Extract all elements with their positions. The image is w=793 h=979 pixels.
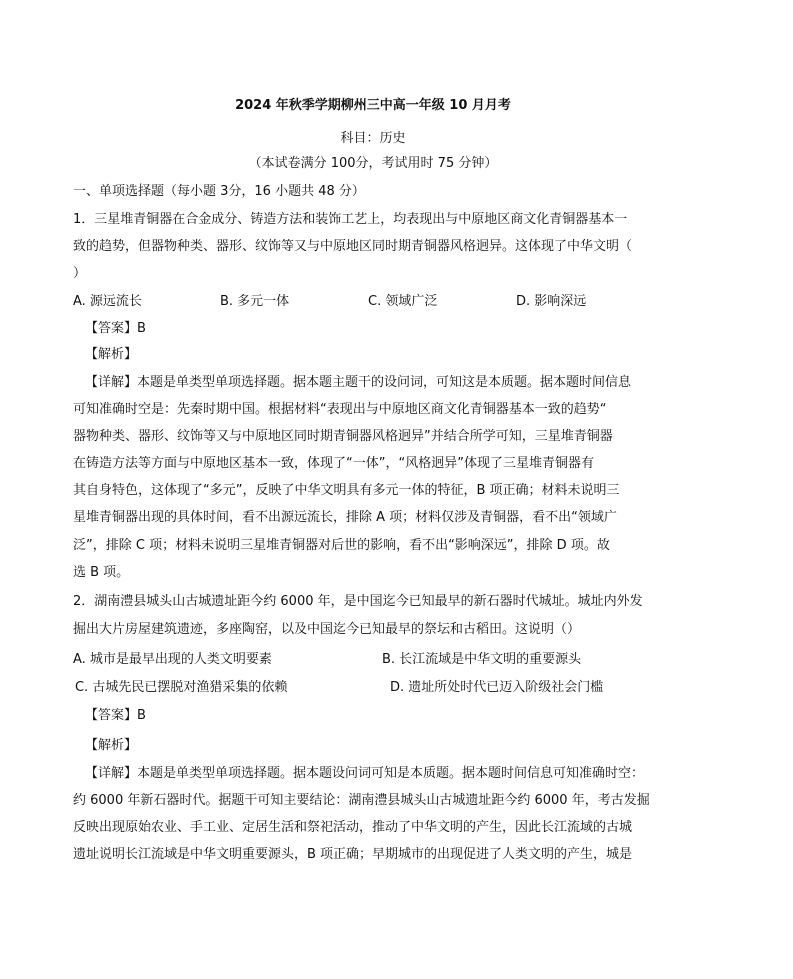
q1-option-a: A. 源远流长 — [73, 294, 142, 309]
q1-option-b: B. 多元一体 — [220, 294, 290, 309]
q1-detail-line-1: 【详解】本题是单类型单项选择题。据本题主题干的设问词，可知这是本质题。据本题时间信息 — [85, 375, 632, 390]
q2-detail-line-4: 遗址说明长江流域是中华文明重要源头，B 项正确；早期城市的出现促进了人类文明的产生，城是 — [73, 847, 633, 862]
q1-stem-line-2: 致的趋势，但器物种类、器形、纹饰等又与中原地区同时期青铜器风格迥异。这体现了中华文明（ — [73, 239, 633, 254]
q2-detail-line-3: 反映出现原始农业、手工业、定居生活和祭祀活动，推动了中华文明的产生，因此长江流域的古城 — [73, 820, 633, 835]
q1-detail-line-5: 其自身特色，这体现了“多元”，反映了中华文明具有多元一体的特征，B 项正确；材料未说明三 — [73, 483, 620, 498]
section-heading: 一、单项选择题（每小题 3分，16 小题共 48 分） — [73, 184, 365, 199]
q1-answer: 【答案】B — [85, 321, 146, 336]
exam-note: （本试卷满分 100分，考试用时 75 分钟） — [248, 156, 498, 171]
q1-stem-line-3: ） — [73, 266, 87, 281]
q2-option-a: A. 城市是最早出现的人类文明要素 — [73, 652, 272, 667]
q2-option-c: C. 古城先民已摆脱对渔猎采集的依赖 — [75, 680, 288, 695]
q2-stem-line-1: 2．湖南澧县城头山古城遗址距今约 6000 年，是中国迄今已知最早的新石器时代城址。城址内外发 — [73, 594, 643, 609]
q2-answer: 【答案】B — [85, 708, 146, 723]
q1-detail-line-3: 器物种类、器形、纹饰等又与中原地区同时期青铜器风格迥异”并结合所学可知，三星堆青铜器 — [73, 429, 613, 444]
q1-detail-line-6: 星堆青铜器出现的具体时间，看不出源远流长，排除 A 项；材料仅涉及青铜器，看不出“领域广 — [73, 510, 617, 525]
q2-option-b: B. 长江流域是中华文明的重要源头 — [382, 652, 582, 667]
q2-stem-line-2: 掘出大片房屋建筑遗迹，多座陶窑，以及中国迄今已知最早的祭坛和古稻田。这说明（） — [73, 622, 581, 637]
q1-stem-line-1: 1．三星堆青铜器在合金成分、铸造方法和装饰工艺上，均表现出与中原地区商文化青铜器基本一 — [73, 212, 628, 227]
q1-option-d: D. 影响深远 — [516, 294, 587, 309]
q1-detail-line-7: 泛”，排除 C 项；材料未说明三星堆青铜器对后世的影响，看不出“影响深远”，排除 D 项。故 — [73, 538, 610, 553]
q1-detail-line-8: 选 B 项。 — [73, 565, 130, 580]
q2-option-d: D. 遗址所处时代已迈入阶级社会门槛 — [390, 680, 604, 695]
q2-detail-line-2: 约 6000 年新石器时代。据题干可知主要结论：湖南澧县城头山古城遗址距今约 6000 年，考古发掘 — [73, 793, 650, 808]
q1-option-c: C. 领域广泛 — [368, 294, 438, 309]
q1-detail-line-2: 可知准确时空是：先秦时期中国。根据材料“表现出与中原地区商文化青铜器基本一致的趋势“ — [73, 402, 607, 417]
q2-detail-line-1: 【详解】本题是单类型单项选择题。据本题设问词可知是本质题。据本题时间信息可知准确时空： — [85, 766, 645, 781]
q1-detail-line-4: 在铸造方法等方面与中原地区基本一致，体现了“一体”，“风格迥异”体现了三星堆青铜器有 — [73, 456, 594, 471]
subject-line: 科目：历史 — [340, 131, 406, 146]
q2-analysis-label: 【解析】 — [85, 738, 138, 753]
q1-analysis-label: 【解析】 — [85, 347, 138, 362]
exam-title: 2024 年秋季学期柳州三中高一年级 10 月月考 — [235, 98, 511, 113]
